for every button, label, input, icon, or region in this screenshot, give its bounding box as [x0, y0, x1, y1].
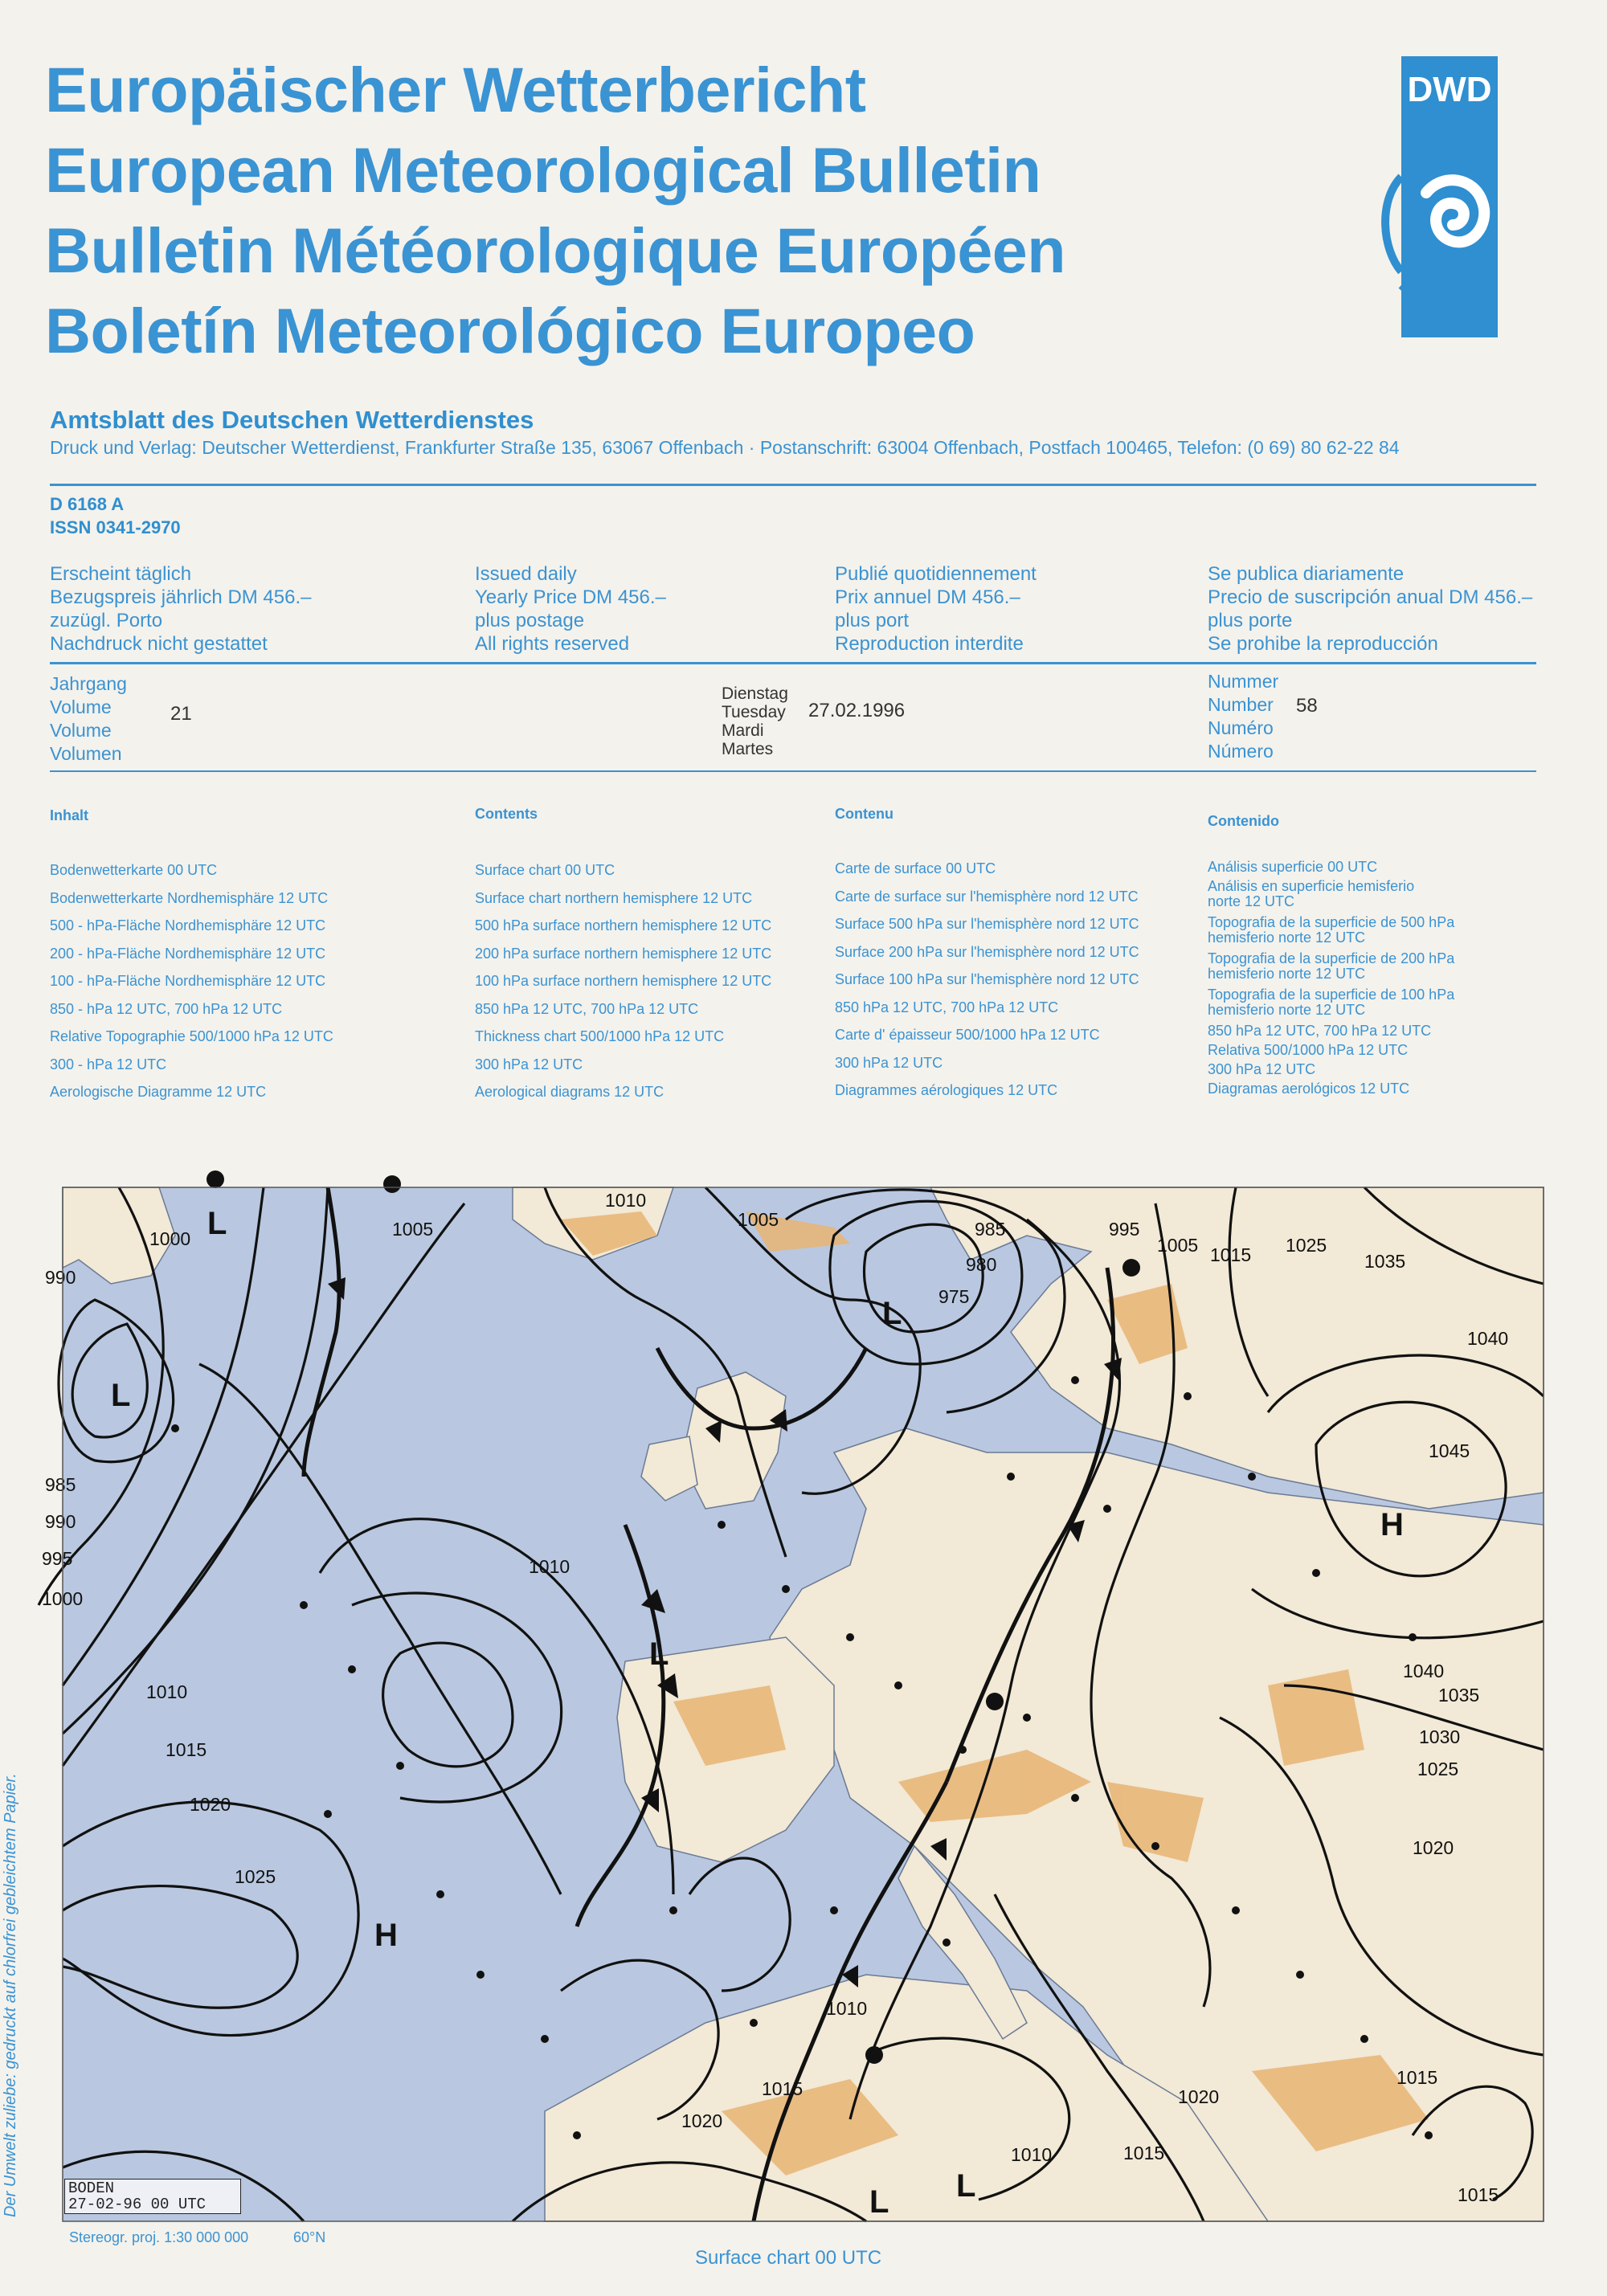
isobar-label: 995	[42, 1548, 73, 1569]
list-item: 850 hPa 12 UTC, 700 hPa 12 UTC	[1208, 1023, 1432, 1039]
list-item: Relative Topographie 500/1000 hPa 12 UTC	[50, 1028, 333, 1044]
contents-list-es	[1208, 860, 1454, 1101]
list-item: Análisis superficie 00 UTC	[1208, 859, 1378, 875]
list-item: Thickness chart 500/1000 hPa 12 UTC	[475, 1028, 725, 1044]
list-item: 850 hPa 12 UTC, 700 hPa 12 UTC	[475, 1000, 699, 1017]
list-item: hemisferio norte 12 UTC	[1208, 1002, 1366, 1018]
low-centre: L	[649, 1636, 669, 1672]
contents-heading-de: Inhalt	[50, 807, 88, 823]
number-value: 58	[1296, 695, 1318, 717]
isobar-label: 995	[1109, 1219, 1140, 1240]
list-item: 300 - hPa 12 UTC	[50, 1056, 167, 1072]
list-item: 200 hPa surface northern hemisphere 12 UTC	[475, 945, 772, 962]
publisher-address: Druck und Verlag: Deutscher Wetterdienst, Frankfurter Straße 135, 63067 Offenbach · Postanschrift: 63004 Offenbach, Postfach 100465, Telefon: (0 69) 80 62-22 84	[50, 437, 1400, 458]
contents-list-de	[50, 856, 333, 1106]
issue-date: 27.02.1996	[808, 700, 906, 721]
list-item: 500 hPa surface northern hemisphere 12 UTC	[475, 917, 772, 934]
list-item: Topografia de la superficie de 100 hPa	[1208, 987, 1455, 1003]
list-item: 850 hPa 12 UTC, 700 hPa 12 UTC	[835, 999, 1059, 1015]
isobar-label: 1015	[1123, 2143, 1165, 2163]
isobar-label: 1035	[1364, 1251, 1406, 1272]
latitude-note: 60°N	[293, 2229, 326, 2245]
list-item: 300 hPa 12 UTC	[475, 1056, 583, 1072]
contents-list-fr	[835, 855, 1139, 1105]
chart-stamp: BODEN 27-02-96 00 UTC	[64, 2179, 241, 2214]
isobar-label: 1000	[42, 1588, 84, 1609]
list-item: 100 hPa surface northern hemisphere 12 UTC	[475, 973, 772, 989]
issn: ISSN 0341-2970	[50, 517, 181, 537]
rule	[50, 662, 1536, 664]
isobar-label: 1020	[1178, 2086, 1220, 2107]
dwd-logo	[1390, 56, 1498, 337]
isobar-label: 1040	[1467, 1328, 1509, 1349]
pricing-es: Se publica diariamente Precio de suscripción anual DM 456.– plus porte Se prohibe la reproducción	[1208, 563, 1533, 655]
pricing-fr: Publié quotidiennement Prix annuel DM 456.– plus port Reproduction interdite	[835, 563, 1037, 655]
isobar-label: 1035	[1438, 1685, 1480, 1706]
volume-value: 21	[170, 703, 192, 725]
isobar-label: 1010	[1011, 2144, 1053, 2165]
contents-heading-es: Contenido	[1208, 813, 1279, 829]
list-item: 200 - hPa-Fläche Nordhemisphäre 12 UTC	[50, 945, 326, 962]
isobar-label: 1025	[1286, 1235, 1327, 1256]
title-es: Boletín Meteorológico Europeo	[45, 295, 975, 366]
isobar-label: 1000	[149, 1228, 191, 1249]
list-item: hemisferio norte 12 UTC	[1208, 966, 1366, 982]
isobar-label: 1015	[762, 2078, 804, 2099]
list-item: 850 - hPa 12 UTC, 700 hPa 12 UTC	[50, 1000, 283, 1017]
list-item: Surface 200 hPa sur l'hemisphère nord 12 UTC	[835, 943, 1139, 960]
list-item: norte 12 UTC	[1208, 893, 1295, 909]
isobar-label: 1020	[681, 2110, 723, 2131]
list-item: Análisis en superficie hemisferio	[1208, 878, 1415, 894]
list-item: 300 hPa 12 UTC	[835, 1054, 943, 1071]
list-item: Topografia de la superficie de 200 hPa	[1208, 950, 1455, 966]
d-code: D 6168 A	[50, 494, 125, 514]
surface-weather-map	[42, 1187, 1544, 2221]
isobar-label: 1005	[392, 1219, 434, 1240]
isobar-label: 1010	[826, 1998, 868, 2019]
list-item: Surface 500 hPa sur l'hemisphère nord 12 UTC	[835, 916, 1139, 932]
isobar-label: 975	[938, 1286, 970, 1307]
number-labels: Nummer Number Numéro Número	[1208, 671, 1279, 762]
list-item: hemisferio norte 12 UTC	[1208, 929, 1366, 946]
pricing-de: Erscheint täglich Bezugspreis jährlich DM 456.– zuzügl. Porto Nachdruck nicht gestattet	[50, 563, 312, 655]
isobar-label: 1040	[1403, 1661, 1445, 1681]
isobar-label: 1015	[1396, 2067, 1438, 2088]
list-item: Aerological diagrams 12 UTC	[475, 1084, 664, 1100]
isobar-label: 1005	[738, 1209, 779, 1230]
isobar-label: 990	[45, 1267, 76, 1288]
list-item: Bodenwetterkarte 00 UTC	[50, 862, 218, 878]
list-item: Carte de surface 00 UTC	[835, 860, 996, 876]
day-labels: Dienstag Tuesday Mardi Martes	[722, 684, 788, 758]
isobar-label: 1025	[235, 1866, 276, 1887]
list-item: Carte d' épaisseur 500/1000 hPa 12 UTC	[835, 1027, 1100, 1043]
low-centre: L	[111, 1378, 131, 1413]
map-caption: Surface chart 00 UTC	[695, 2247, 882, 2269]
isobar-label: 1010	[529, 1556, 570, 1577]
high-centre: H	[374, 1918, 398, 1953]
low-centre: L	[882, 1296, 902, 1331]
title-de: Europäischer Wetterbericht	[45, 54, 866, 125]
isobar-label: 1005	[1157, 1235, 1199, 1256]
list-item: Surface chart 00 UTC	[475, 862, 615, 878]
list-item: Aerologische Diagramme 12 UTC	[50, 1084, 267, 1100]
contents-heading-en: Contents	[475, 806, 538, 822]
masthead-titles	[45, 50, 1065, 371]
isobar-label: 980	[966, 1254, 997, 1275]
list-item: 100 - hPa-Fläche Nordhemisphäre 12 UTC	[50, 973, 326, 989]
list-item: Carte de surface sur l'hemisphère nord 12 UTC	[835, 888, 1139, 905]
paper-note: Der Umwelt zuliebe: gedruckt auf chlorfrei gebleichtem Papier.	[2, 1773, 19, 2217]
title-en: European Meteorological Bulletin	[45, 134, 1041, 206]
low-centre: L	[869, 2184, 889, 2220]
title-fr: Bulletin Météorologique Européen	[45, 214, 1065, 286]
list-item: Diagrammes aérologiques 12 UTC	[835, 1082, 1058, 1098]
contents-list-en	[475, 856, 771, 1106]
list-item: 300 hPa 12 UTC	[1208, 1061, 1316, 1077]
isobar-label: 1025	[1417, 1759, 1459, 1779]
isobar-label: 1010	[605, 1190, 647, 1211]
projection-note: Stereogr. proj. 1:30 000 000	[69, 2229, 249, 2245]
list-item: Relativa 500/1000 hPa 12 UTC	[1208, 1042, 1409, 1058]
list-item: 500 - hPa-Fläche Nordhemisphäre 12 UTC	[50, 917, 326, 934]
high-centre: H	[1380, 1507, 1404, 1542]
isobar-label: 1045	[1429, 1440, 1470, 1461]
list-item: Bodenwetterkarte Nordhemisphäre 12 UTC	[50, 889, 329, 906]
isobar-label: 1015	[166, 1739, 207, 1760]
list-item: Diagramas aerológicos 12 UTC	[1208, 1081, 1410, 1097]
rule	[50, 770, 1536, 772]
list-item: Surface 100 hPa sur l'hemisphère nord 12 UTC	[835, 971, 1139, 987]
list-item: Topografia de la superficie de 500 hPa	[1208, 914, 1455, 930]
isobar-label: 985	[45, 1474, 76, 1495]
publisher-name: Amtsblatt des Deutschen Wetterdienstes	[50, 406, 534, 434]
isobar-label: 990	[45, 1511, 76, 1532]
isobar-label: 985	[975, 1219, 1006, 1240]
isobar-label: 1020	[1413, 1837, 1454, 1858]
isobar-label: 1010	[146, 1681, 188, 1702]
low-centre: L	[956, 2168, 976, 2204]
pricing-en: Issued daily Yearly Price DM 456.– plus postage All rights reserved	[475, 563, 666, 655]
isobar-label: 1015	[1210, 1244, 1252, 1265]
low-centre: L	[207, 1206, 227, 1241]
isobar-label: 1015	[1458, 2184, 1499, 2205]
isobar-label: 1020	[190, 1794, 231, 1815]
isobar-label: 1030	[1419, 1726, 1461, 1747]
contents-heading-fr: Contenu	[835, 806, 893, 822]
logo-text: DWD	[1407, 70, 1492, 109]
list-item: Surface chart northern hemisphere 12 UTC	[475, 889, 753, 906]
rule	[50, 484, 1536, 486]
volume-labels: Jahrgang Volume Volume Volumen	[50, 673, 127, 764]
